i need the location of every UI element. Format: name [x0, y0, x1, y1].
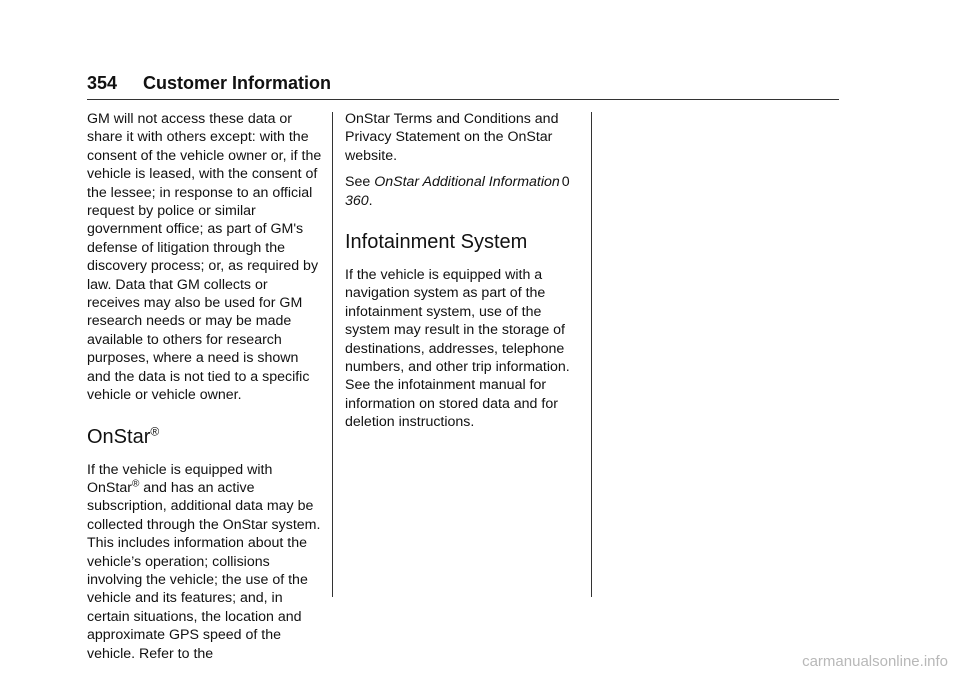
onstar-heading-text: OnStar	[87, 425, 151, 448]
infotainment-paragraph: If the vehicle is equipped with a navigation system as part of the infotainment system, use of the system may result in the storage of destinations, addresses, telephone numbers, and other trip information. See the infotainment manual for information on stored data and for deletion instructions.	[345, 267, 570, 431]
data-access-paragraph: GM will not access these data or share it with others except: with the consent of the vehicle owner or, if the vehicle is leased, with the consent of the lessee; in response to an official request by police or similar government office; as part of GM's defense of litigation through the discovery process; or, as required by law. Data that GM collects or receives may also be used for GM research needs or may be made available to others for research purposes, where a need is shown and the data is not tied to a specific vehicle or vehicle owner.	[87, 111, 322, 404]
see-reference	[345, 173, 581, 210]
onstar-text-start: If the vehicle is equipped with OnStar	[87, 461, 273, 496]
page-header	[87, 72, 839, 100]
section-title: Customer Information	[143, 73, 332, 93]
see-suffix: .	[368, 192, 373, 209]
onstar-paragraph	[87, 461, 323, 663]
infotainment-heading: Infotainment System	[345, 231, 528, 254]
reference-page-number[interactable]: 360	[345, 192, 369, 209]
registered-mark: ®	[150, 423, 160, 438]
onstar-text-end: and has an active subscription, additional data may be collected through the OnStar system. This includes information about the vehicle’s operation; collisions involving the vehicle; the use of the vehicle and its features; and, in certain situations, the location and approximate GPS speed of the vehicle. Refer to the	[87, 479, 321, 662]
see-prefix: See	[345, 174, 375, 191]
onstar-heading	[87, 425, 323, 449]
page-number: 354	[87, 73, 118, 93]
column-divider-2	[591, 112, 592, 597]
onstar-additional-info-link[interactable]: OnStar Additional Information	[374, 174, 560, 191]
onstar-terms-paragraph: OnStar Terms and Conditions and Privacy Statement on the OnStar website.	[345, 111, 559, 164]
column-middle	[345, 110, 581, 432]
column-divider-1	[332, 112, 333, 597]
registered-mark: ®	[131, 478, 140, 490]
watermark: carmanualsonline.info	[802, 653, 948, 670]
page-reference-arrow-icon: 0	[561, 174, 570, 191]
header-rule	[87, 99, 839, 100]
column-left	[87, 110, 323, 663]
